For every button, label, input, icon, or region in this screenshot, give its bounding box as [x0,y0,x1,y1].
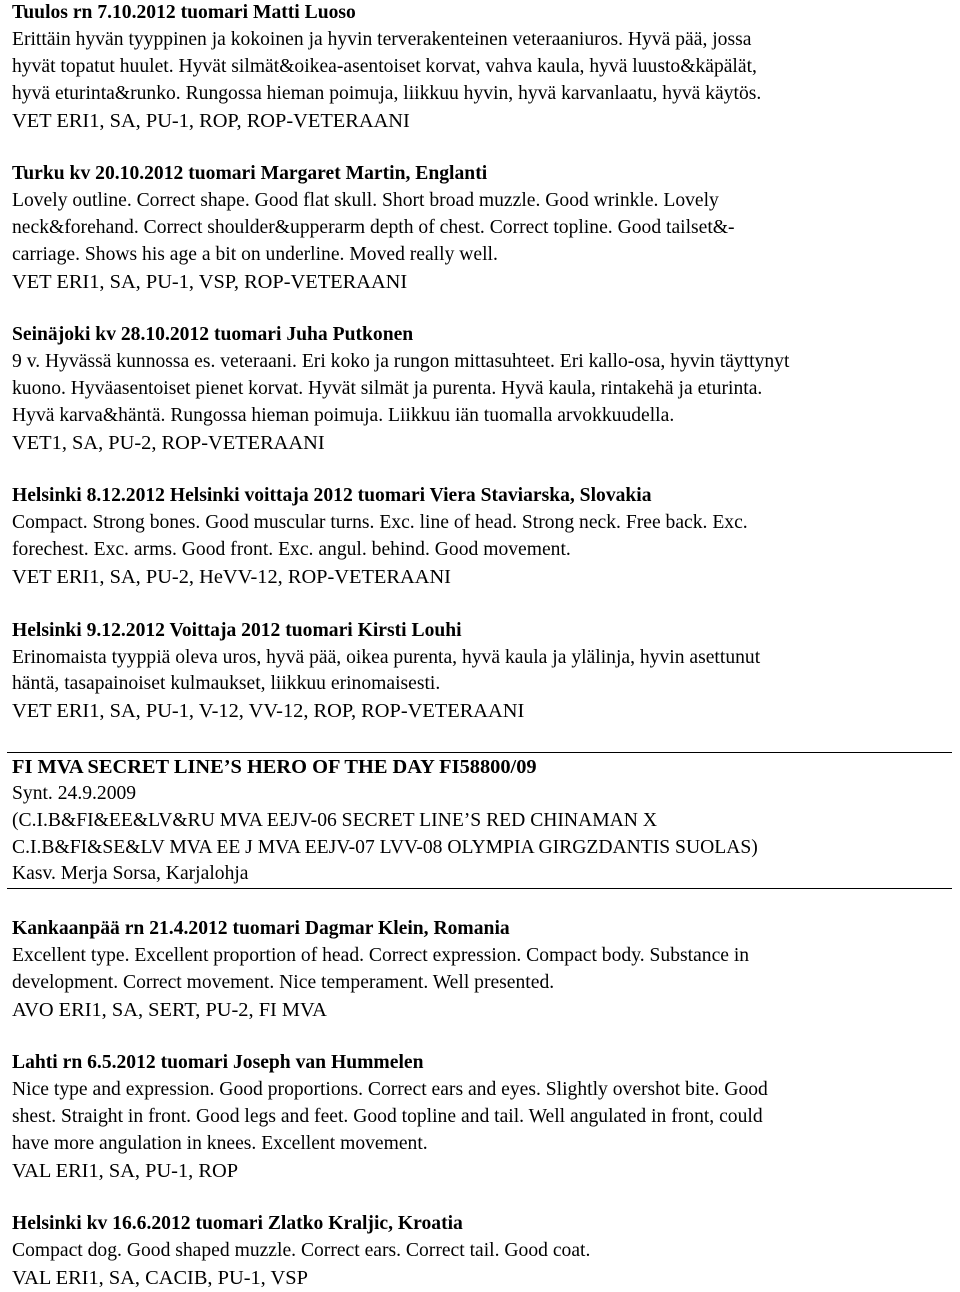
dog-dam: C.I.B&FI&SE&LV MVA EE J MVA EEJV-07 LVV-08 OLYMPIA GIRGZDANTIS SUOLAS) [12,836,758,858]
critique-line: Compact. Strong bones. Good muscular turns. Exc. line of head. Strong neck. Free back. Exc. [12,512,748,534]
show-entry [12,0,952,135]
spacer [12,725,952,752]
entry-heading: Seinäjoki kv 28.10.2012 tuomari Juha Putkonen [12,324,414,346]
spacer [12,591,952,618]
spacer [12,889,952,916]
critique-line: development. Correct movement. Nice temperament. Well presented. [12,971,555,993]
critique-line: Nice type and expression. Good proportions. Correct ears and eyes. Slightly overshot bite. Good [12,1079,768,1101]
show-entry [12,916,952,1024]
spacer [12,296,952,323]
show-entry [12,161,952,296]
critique-line: Excellent type. Excellent proportion of head. Correct expression. Compact body. Substance in [12,944,750,966]
critique-line: Lovely outline. Correct shape. Good flat skull. Short broad muzzle. Good wrinkle. Lovely [12,190,719,212]
spacer [12,1185,952,1212]
spacer [12,1024,952,1051]
show-entry [12,322,952,457]
entry-grade: VET ERI1, SA, PU-1, VSP, ROP-VETERAANI [12,270,408,293]
critique-line: 9 v. Hyvässä kunnossa es. veteraani. Eri koko ja rungon mittasuhteet. Eri kallo-osa, hyvin täyttynyt [12,351,790,373]
show-entry [12,618,952,726]
entry-heading: Turku kv 20.10.2012 tuomari Margaret Martin, Englanti [12,163,488,185]
document-page [12,0,952,1292]
entry-heading: Tuulos rn 7.10.2012 tuomari Matti Luoso [12,2,356,23]
critique-line: carriage. Shows his age a bit on underline. Moved really well. [12,243,498,265]
critique-line: hyvä eturinta&runko. Rungossa hieman poimuja, liikkuu hyvin, hyvä karvanlaatu, hyvä käytös. [12,82,762,104]
entry-heading: Helsinki 8.12.2012 Helsinki voittaja 2012 tuomari Viera Staviarska, Slovakia [12,485,652,507]
entry-grade: VET1, SA, PU-2, ROP-VETERAANI [12,431,325,454]
critique-line: shest. Straight in front. Good legs and feet. Good topline and tail. Well angulated in front, could [12,1105,763,1127]
spacer [12,135,952,162]
critique-line: Compact dog. Good shaped muzzle. Correct ears. Correct tail. Good coat. [12,1240,591,1262]
dog-breeder: Kasv. Merja Sorsa, Karjalohja [12,863,249,885]
entry-grade: VET ERI1, SA, PU-1, ROP, ROP-VETERAANI [12,109,410,132]
entry-grade: VET ERI1, SA, PU-2, HeVV-12, ROP-VETERAANI [12,566,451,589]
entry-grade: AVO ERI1, SA, SERT, PU-2, FI MVA [12,998,327,1021]
critique-line: have more angulation in knees. Excellent movement. [12,1132,428,1154]
show-entry [12,1050,952,1185]
entry-heading: Helsinki kv 16.6.2012 tuomari Zlatko Kraljic, Kroatia [12,1213,463,1235]
dog-title: FI MVA SECRET LINE’S HERO OF THE DAY FI58800/09 [12,755,537,778]
critique-line: häntä, tasapainoiset kulmaukset, liikkuu erinomaisesti. [12,673,441,695]
entry-grade: VET ERI1, SA, PU-1, V-12, VV-12, ROP, ROP-VETERAANI [12,700,525,723]
critique-line: forechest. Exc. arms. Good front. Exc. angul. behind. Good movement. [12,539,571,561]
entry-grade: VAL ERI1, SA, PU-1, ROP [12,1159,239,1182]
spacer [12,457,952,484]
entry-grade: VAL ERI1, SA, CACIB, PU-1, VSP [12,1267,308,1290]
entry-heading: Kankaanpää rn 21.4.2012 tuomari Dagmar Klein, Romania [12,917,510,939]
entry-heading: Helsinki 9.12.2012 Voittaja 2012 tuomari Kirsti Louhi [12,619,462,641]
dog-birth-date: Synt. 24.9.2009 [12,782,137,804]
critique-line: Erinomaista tyyppiä oleva uros, hyvä pää, oikea purenta, hyvä kaula ja ylälinja, hyvin asettunut [12,646,761,668]
dog-info-box [7,752,952,890]
dog-sire: (C.I.B&FI&EE&LV&RU MVA EEJV-06 SECRET LINE’S RED CHINAMAN X [12,809,658,831]
critique-line: Hyvä karva&häntä. Rungossa hieman poimuja. Liikkuu iän tuomalla arvokkuudella. [12,404,675,426]
critique-line: Erittäin hyvän tyyppinen ja kokoinen ja hyvin terverakenteinen veteraaniuros. Hyvä pää, jossa [12,28,752,50]
entry-heading: Lahti rn 6.5.2012 tuomari Joseph van Hummelen [12,1052,424,1074]
critique-line: neck&forehand. Correct shoulder&upperarm depth of chest. Correct topline. Good tailset&- [12,216,735,238]
critique-line: kuono. Hyväasentoiset pienet korvat. Hyvät silmät ja purenta. Hyvä kaula, rintakehä ja eturinta. [12,378,763,400]
critique-line: hyvät topatut huulet. Hyvät silmät&oikea-asentoiset korvat, vahva kaula, hyvä luusto&käpälät, [12,55,757,77]
show-entry [12,1211,952,1292]
show-entry [12,483,952,591]
